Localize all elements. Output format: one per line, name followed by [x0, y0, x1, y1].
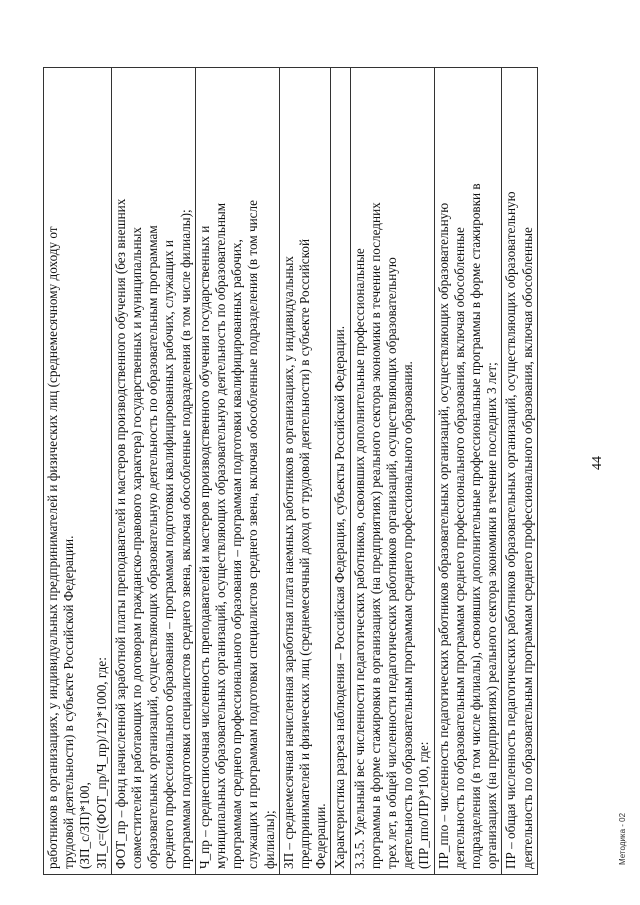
cell-line: служащих и программам подготовки специалистов среднего звена, включая обособленные подразделения (в том числе [245, 200, 261, 869]
cell-line: ЗП_с=((ФОТ_пр/Ч_пр)/12)*1000, где: [93, 657, 109, 869]
table-row [434, 68, 502, 875]
table-cell [331, 68, 350, 875]
table-cell [111, 68, 195, 875]
cell-line: работников в организациях, у индивидуальных предпринимателей и физических лиц (среднемесячному доходу от [45, 226, 60, 869]
cell-line: ПР_ппо – численность педагогических работников образовательных организаций, осуществляющих образовательную [435, 202, 451, 869]
cell-line: 3.3.5. Удельный вес численности педагогических работников, освоивших дополнительные профессиональные [351, 248, 367, 869]
table-cell [44, 68, 112, 875]
table-row [502, 68, 537, 875]
table-row [44, 68, 112, 875]
indicator-table [43, 67, 538, 875]
cell-line: муниципальных образовательных организаций, осуществляющих образовательную деятельность по образовательным [213, 202, 229, 869]
cell-line: Характеристика разреза наблюдения – Российская Федерация, субъекты Российской Федерации. [332, 325, 348, 869]
table-row [195, 68, 279, 875]
cell-line: деятельность по образовательным программам среднего профессионального образования, включая обособленные [519, 227, 535, 869]
page-number: 44 [590, 456, 605, 470]
cell-line: программам среднего профессионального образования – программам подготовки квалифицированных рабочих, [229, 239, 245, 869]
table-cell [434, 68, 502, 875]
cell-line: организациях (на предприятиях) реального сектора экономики в течение последних 3 лет; [484, 362, 500, 869]
indicator-table-body [44, 68, 538, 875]
cell-line: ЗП – среднемесячная начисленная заработная плата наемных работников в организациях, у индивидуальных [280, 255, 296, 869]
cell-line: ФОТ_пр – фонд начисленной заработной платы преподавателей и мастеров производственного обучения (без внешних [112, 198, 128, 869]
cell-line: образовательных организаций, осуществляющих образовательную деятельность по образовательным программам [145, 225, 161, 869]
cell-line: (ЗП_с/ЗП)*100, [77, 782, 93, 869]
table-cell [195, 68, 279, 875]
cell-line: среднего профессионального образования – программам подготовки квалифицированных рабочих, служащих и [161, 240, 177, 869]
cell-line: ПР – общая численность педагогических работников образовательных организаций, осуществляющих образовательную [503, 191, 519, 869]
table-cell [279, 68, 331, 875]
cell-line: программам подготовки специалистов среднего звена, включая обособленные подразделения (в том числе филиалы); [177, 209, 193, 869]
cell-line: совместителей и работающих по договорам гражданско-правового характера) государственных и муниципальных [129, 226, 145, 869]
cell-line: деятельность по образовательным программам среднего профессионального образования. [400, 361, 416, 869]
cell-line: Ч_пр – среднесписочная численность преподавателей и мастеров производственного обучения государственных и [196, 225, 212, 869]
cell-line: подразделения (в том числе филиалы), освоивших дополнительные профессиональные программы в форме стажировки в [468, 183, 484, 869]
cell-line: предпринимателей и физических лиц (среднемесячный доход от трудовой деятельности) в субъекте Российской [297, 238, 313, 869]
cell-line: Федерации. [313, 803, 329, 869]
cell-line: филиалы); [261, 810, 277, 869]
table-cell [502, 68, 537, 875]
table-cell [350, 68, 434, 875]
cell-line: трудовой деятельности) в субъекте Российской Федерации. [61, 535, 77, 869]
cell-line: деятельность по образовательным программам среднего профессионального образования, включая обособленные [451, 227, 467, 869]
cell-line: трех лет, в общей численности педагогических работников организаций, осуществляющих образовательную [384, 257, 400, 869]
table-row [350, 68, 434, 875]
table-row [279, 68, 331, 875]
cell-line: (ПР_ппо/ПР)*100, где: [416, 741, 432, 869]
table-row [111, 68, 195, 875]
footer-label: Методика - 02 [618, 812, 627, 865]
cell-line: программы в форме стажировки в организациях (на предприятиях) реального сектора экономики в течение последних [367, 202, 383, 869]
table-row [331, 68, 350, 875]
